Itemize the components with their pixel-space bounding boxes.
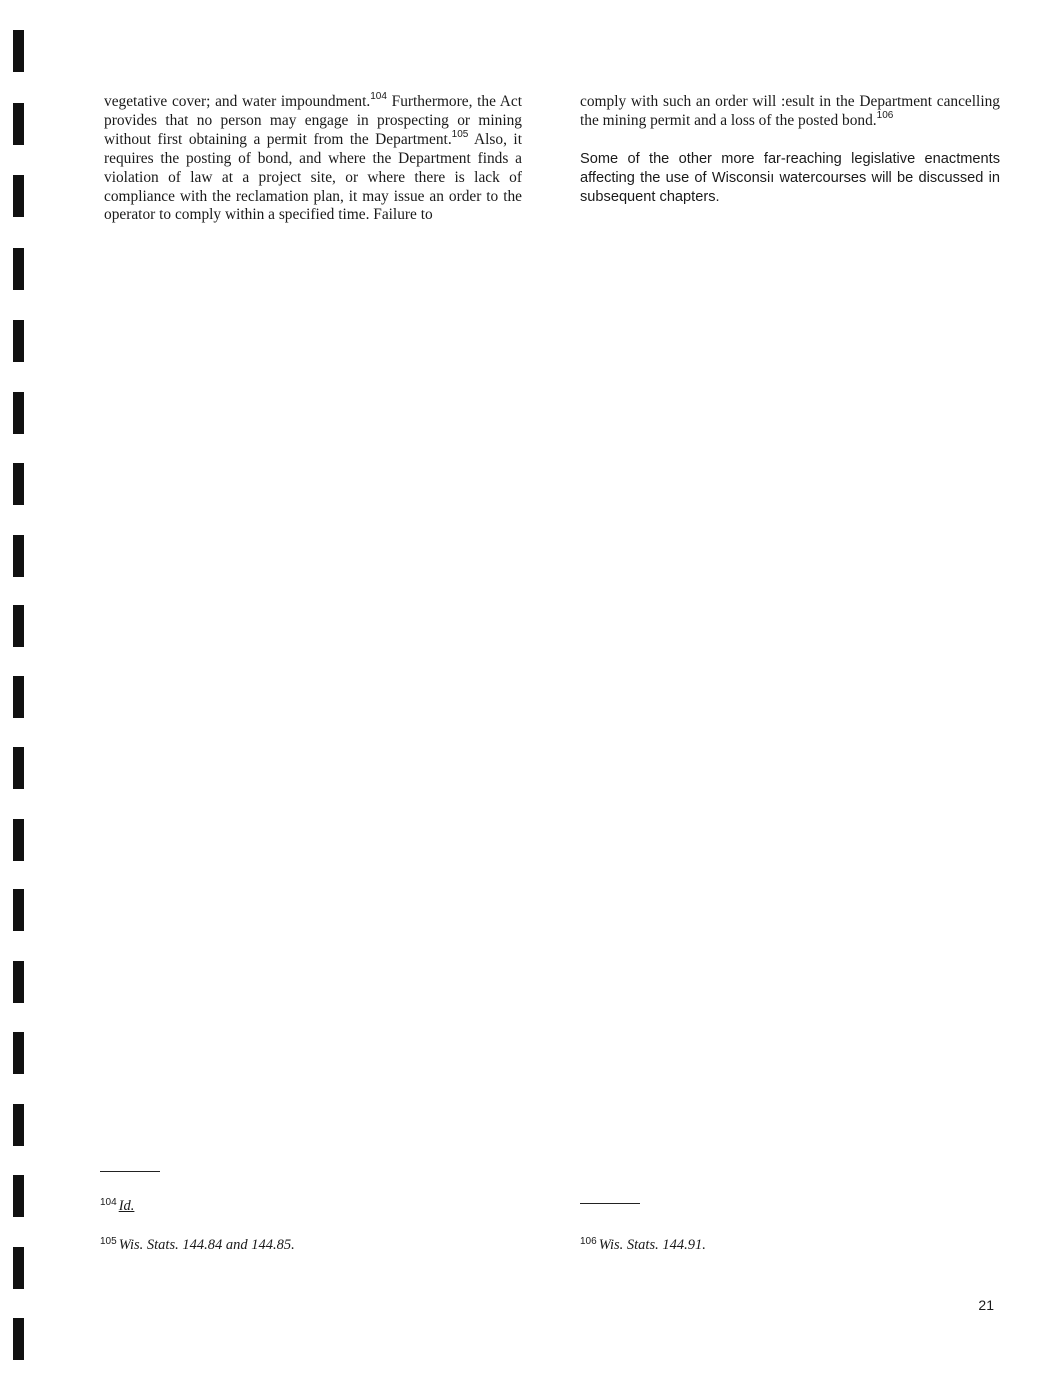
page-number: 21 bbox=[978, 1297, 994, 1313]
right-column bbox=[580, 93, 1000, 207]
body-text: Also, it requires the posting of bond, and where the Department finds a violation of law at a project site, or where there is lack of compliance with the reclamation plan, it may issue an order to the operator to comply within a specified time. Failure to bbox=[104, 130, 522, 224]
binding-mark bbox=[13, 463, 24, 505]
binding-mark bbox=[13, 747, 24, 789]
binding-mark bbox=[13, 676, 24, 718]
left-paragraph bbox=[104, 90, 522, 225]
right-paragraph-1 bbox=[580, 93, 1000, 131]
binding-mark bbox=[13, 248, 24, 290]
binding-mark bbox=[13, 175, 24, 217]
footnote-106 bbox=[580, 1236, 706, 1256]
footnote-text: Wis. Stats. 144.91. bbox=[598, 1237, 706, 1253]
binding-mark bbox=[13, 1104, 24, 1146]
footnote-number: 104 bbox=[100, 1197, 117, 1208]
body-text: vegetative cover; and water impoundment. bbox=[104, 93, 371, 110]
binding-mark bbox=[13, 103, 24, 145]
binding-mark bbox=[13, 1175, 24, 1217]
footnote-number: 105 bbox=[100, 1236, 117, 1247]
binding-mark bbox=[13, 961, 24, 1003]
footnote-rule-right bbox=[580, 1203, 640, 1204]
body-text: Furthermore, the Act provides that no person may engage in prospecting or mining without first obtaining a permit from the Department. bbox=[104, 93, 522, 148]
binding-mark bbox=[13, 1318, 24, 1360]
right-paragraph-2: Some of the other more far-reaching legislative enactments affecting the use of Wisconsiı watercourses will be discussed in subsequent chapters. bbox=[580, 150, 1000, 205]
binding-mark bbox=[13, 1032, 24, 1074]
footnote-ref-106: 106 bbox=[876, 109, 894, 121]
binding-mark bbox=[13, 392, 24, 434]
footnote-ref-104: 104 bbox=[370, 90, 387, 102]
binding-mark bbox=[13, 535, 24, 577]
left-column bbox=[104, 90, 522, 225]
binding-mark bbox=[13, 1247, 24, 1289]
footnote-text: Wis. Stats. 144.84 and 144.85. bbox=[118, 1237, 295, 1253]
binding-mark bbox=[13, 320, 24, 362]
binding-mark bbox=[13, 605, 24, 647]
footnote-rule-left bbox=[100, 1171, 160, 1172]
footnote-text: Id. bbox=[118, 1198, 135, 1214]
body-text: comply with such an order will :esult in the Department cancelling the mining permit and a loss of the posted bond. bbox=[580, 93, 1000, 129]
footnote-number: 106 bbox=[580, 1236, 597, 1247]
footnote-ref-105: 105 bbox=[451, 128, 469, 140]
binding-mark bbox=[13, 30, 24, 72]
footnote-104 bbox=[100, 1197, 134, 1217]
binding-mark bbox=[13, 819, 24, 861]
binding-mark bbox=[13, 889, 24, 931]
footnote-105 bbox=[100, 1236, 295, 1256]
binding-marks bbox=[0, 0, 40, 1380]
